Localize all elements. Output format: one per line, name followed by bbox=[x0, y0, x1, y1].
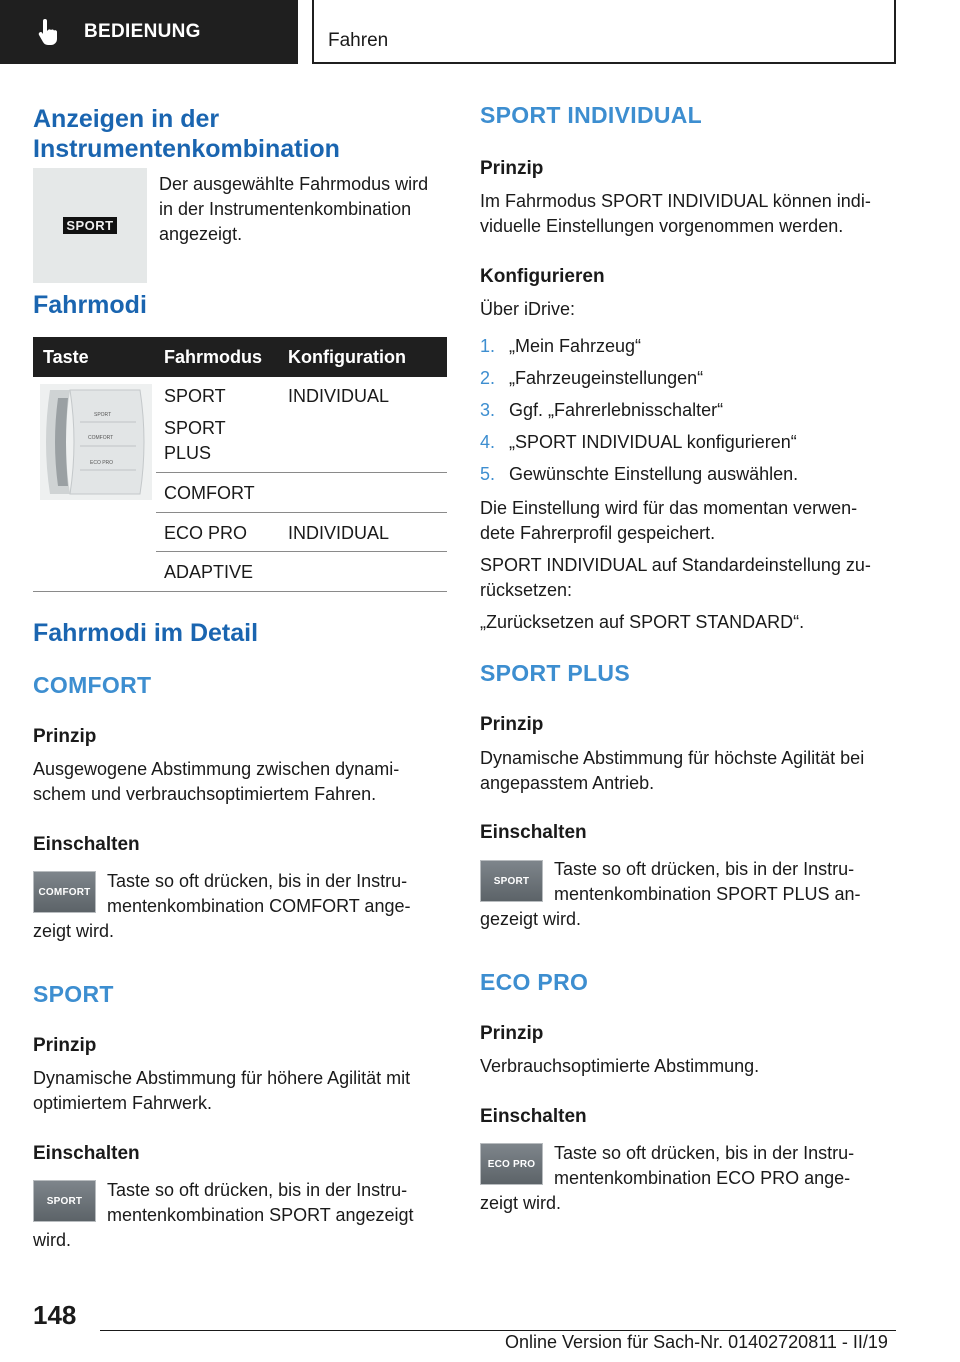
step-number: 3. bbox=[480, 400, 496, 420]
sport-individual-heading: SPORT INDIVIDUAL bbox=[480, 102, 703, 128]
row-divider bbox=[156, 512, 447, 513]
sport-heading: SPORT bbox=[33, 981, 114, 1007]
comfort-prinzip-text: Ausgewogene Abstimmung zwischen dynami- schem und verbrauchsoptimiertem Fahren. bbox=[33, 759, 400, 804]
list-item: „Fahrzeugeinstellungen“ bbox=[509, 368, 704, 388]
sp-einschalten-label: Einschalten bbox=[480, 822, 587, 843]
section-label: BEDIENUNG bbox=[84, 21, 201, 42]
si-idrive-label: Über iDrive: bbox=[480, 299, 576, 319]
ep-prinzip-text: Verbrauchsoptimierte Abstimmung. bbox=[480, 1056, 760, 1076]
console-label-eco-pro: ECO PRO bbox=[90, 460, 114, 466]
si-prinzip-text: Im Fahrmodus SPORT INDIVIDUAL können indi- viduelle Einstellungen vorgenommen werden. bbox=[480, 191, 871, 236]
page-number: 148 bbox=[33, 1300, 77, 1330]
table-bottom-line bbox=[33, 591, 447, 592]
row1-mode: SPORT SPORT PLUS bbox=[164, 386, 226, 463]
sp-prinzip-text: Dynamische Abstimmung für höchste Agilität bei angepasstem Antrieb. bbox=[480, 748, 865, 793]
console-label-sport: SPORT bbox=[94, 412, 112, 418]
comfort-heading: COMFORT bbox=[33, 672, 152, 698]
comfort-button-image: COMFORT bbox=[33, 871, 96, 913]
step-number: 1. bbox=[480, 336, 496, 356]
row2-mode: COMFORT bbox=[164, 483, 255, 503]
ep-einschalten-text-b: zeigt wird. bbox=[480, 1193, 562, 1213]
row1-config: INDIVIDUAL bbox=[288, 386, 390, 406]
row3-config: INDIVIDUAL bbox=[288, 523, 390, 543]
anzeigen-heading: Anzeigen in der Instrumentenkombination bbox=[33, 105, 340, 163]
footer-divider bbox=[100, 1330, 896, 1331]
sport-plus-heading: SPORT PLUS bbox=[480, 660, 630, 686]
eco-pro-button-image: ECO PRO bbox=[480, 1143, 543, 1185]
fahrmodi-heading: Fahrmodi bbox=[33, 291, 147, 319]
step-number: 4. bbox=[480, 432, 496, 452]
comfort-einschalten-text-b: zeigt wird. bbox=[33, 921, 115, 941]
step-number: 5. bbox=[480, 464, 496, 484]
eco-pro-heading: ECO PRO bbox=[480, 969, 589, 995]
list-item: Gewünschte Einstellung auswählen. bbox=[509, 464, 799, 484]
comfort-einschalten-label: Einschalten bbox=[33, 834, 140, 855]
row-divider bbox=[156, 551, 447, 552]
chapter-tab bbox=[312, 0, 896, 64]
sp-prinzip-label: Prinzip bbox=[480, 714, 544, 735]
section-tab bbox=[0, 0, 298, 64]
display-tag: SPORT bbox=[63, 217, 116, 234]
si-reset-text: SPORT INDIVIDUAL auf Standardeinstellung zu- rücksetzen: „Zurücksetzen auf SPORT STANDARD“. bbox=[480, 555, 871, 632]
footer-online-version: Online Version für Sach-Nr. 01402720811 - II/19 bbox=[505, 1332, 888, 1352]
step-number: 2. bbox=[480, 368, 496, 388]
mode-selector-console-image bbox=[40, 384, 152, 500]
table-header bbox=[33, 337, 447, 377]
comfort-einschalten-text-a: Taste so oft drücken, bis in der Instru- mentenkombination COMFORT ange- bbox=[107, 871, 411, 916]
si-save-text: Die Einstellung wird für das momentan verwen- dete Fahrerprofil gespeichert. bbox=[480, 498, 858, 543]
sport-button-image: SPORT bbox=[33, 1180, 96, 1222]
sport-prinzip-text: Dynamische Abstimmung für höhere Agilität mit optimiertem Fahrwerk. bbox=[33, 1068, 411, 1113]
sp-einschalten-text-a: Taste so oft drücken, bis in der Instru- mentenkombination SPORT PLUS an- bbox=[554, 859, 861, 904]
si-prinzip-label: Prinzip bbox=[480, 158, 544, 179]
ep-prinzip-label: Prinzip bbox=[480, 1023, 544, 1044]
console-illustration bbox=[40, 384, 152, 500]
sport-plus-button-image: SPORT bbox=[480, 860, 543, 902]
si-steps-list bbox=[480, 336, 896, 496]
chapter-label: Fahren bbox=[328, 30, 389, 51]
list-item: Ggf. „Fahrerlebnisschalter“ bbox=[509, 400, 724, 420]
anzeigen-text: Der ausgewählte Fahrmodus wird in der Instrumentenkombination angezeigt. bbox=[159, 174, 429, 244]
row4-mode: ADAPTIVE bbox=[164, 562, 254, 582]
si-konfigurieren-label: Konfigurieren bbox=[480, 266, 605, 287]
list-item: „SPORT INDIVIDUAL konfigurieren“ bbox=[509, 432, 797, 452]
row3-mode: ECO PRO bbox=[164, 523, 248, 543]
sport-einschalten-text-a: Taste so oft drücken, bis in der Instru- mentenkombination SPORT angezeigt bbox=[107, 1180, 414, 1225]
sport-einschalten-label: Einschalten bbox=[33, 1143, 140, 1164]
ep-einschalten-text-a: Taste so oft drücken, bis in der Instru- mentenkombination ECO PRO ange- bbox=[554, 1143, 855, 1188]
console-label-comfort: COMFORT bbox=[88, 435, 114, 441]
sp-einschalten-text-b: gezeigt wird. bbox=[480, 909, 582, 929]
th-taste: Taste bbox=[43, 347, 89, 367]
th-fahrmodus: Fahrmodus bbox=[164, 347, 263, 367]
ep-einschalten-label: Einschalten bbox=[480, 1106, 587, 1127]
instrument-cluster-display bbox=[33, 168, 147, 283]
list-item: „Mein Fahrzeug“ bbox=[509, 336, 642, 356]
th-konfiguration: Konfiguration bbox=[288, 347, 406, 367]
hand-pointer-icon bbox=[36, 17, 62, 47]
sport-einschalten-text-b: wird. bbox=[33, 1230, 72, 1250]
detail-heading: Fahrmodi im Detail bbox=[33, 619, 259, 647]
comfort-prinzip-label: Prinzip bbox=[33, 726, 97, 747]
sport-prinzip-label: Prinzip bbox=[33, 1035, 97, 1056]
row-divider bbox=[156, 472, 447, 473]
